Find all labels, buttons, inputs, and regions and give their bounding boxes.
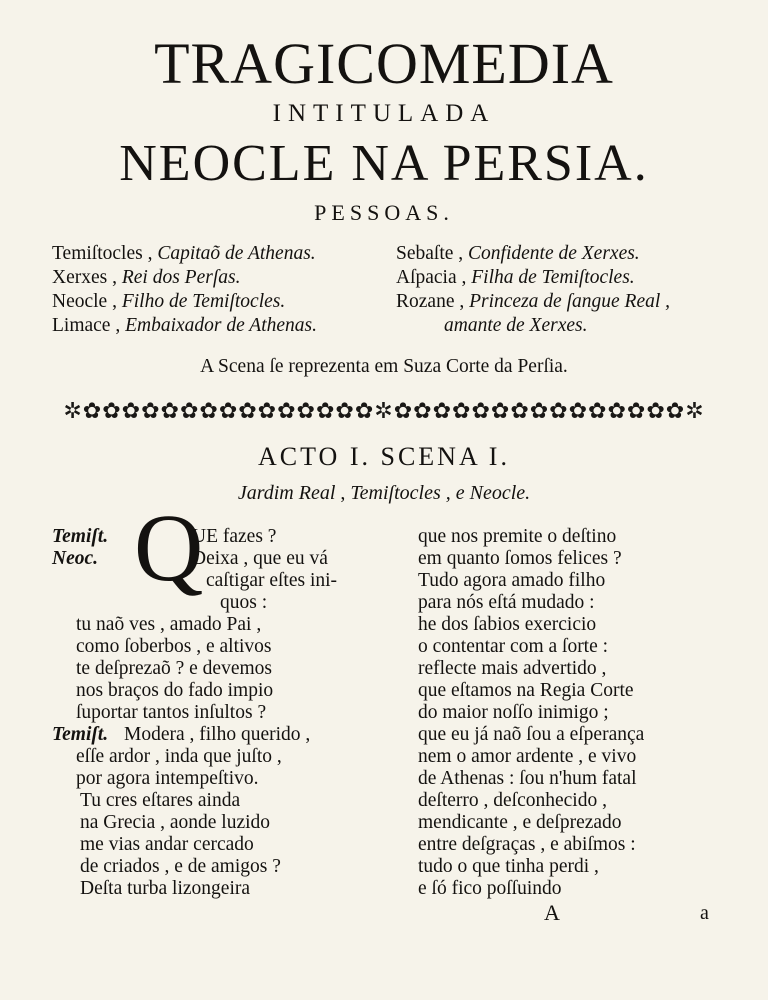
cast-name: Temiſtocles , xyxy=(52,243,153,264)
verse-line: em quanto ſomos felices ? xyxy=(418,548,622,569)
verse-line: quos : xyxy=(220,592,268,613)
verse-line: que eſtamos na Regia Corte xyxy=(418,680,634,701)
verse-line: Tu cres eſtares ainda xyxy=(80,790,241,811)
cast-name: Neocle , xyxy=(52,291,117,312)
verse-line: ſuportar tantos inſultos ? xyxy=(76,702,267,723)
verse-line: reflecte mais advertido , xyxy=(418,658,607,679)
scene-place: Jardim Real xyxy=(237,482,336,504)
cast-entry xyxy=(396,243,640,265)
verse-line: eſſe ardor , inda que juſto , xyxy=(76,746,282,767)
cast-role: Princeza de ſangue Real , xyxy=(469,291,671,312)
cast-role: Capitaõ de Athenas. xyxy=(157,243,316,264)
verse-line: Tudo agora amado filho xyxy=(418,570,606,591)
verse-line: deſterro , deſconhecido , xyxy=(418,790,607,811)
ornament-divider: ✲✿✿✿✿✿✿✿✿✿✿✿✿✿✿✿✲✿✿✿✿✿✿✿✿✿✿✿✿✿✿✿✲ xyxy=(63,398,705,423)
verse-line: que eu já naõ ſou a eſperança xyxy=(418,724,645,745)
verse-line: caſtigar eſtes ini- xyxy=(206,570,338,591)
verse-line: nem o amor ardente , e vivo xyxy=(418,746,637,767)
cast-role: amante de Xerxes. xyxy=(444,315,588,336)
verse-line: nos braços do fado impio xyxy=(76,680,274,701)
verse-line: e ſó fico poſſuindo xyxy=(418,878,562,899)
verse-line: como ſoberbos , e altivos xyxy=(76,636,272,657)
cast-name: Xerxes , xyxy=(52,267,117,288)
cast-entry xyxy=(444,315,588,337)
verse-line: Modera , filho querido , xyxy=(124,724,311,745)
cast-heading: PESSOAS. xyxy=(314,200,454,225)
scene-setting: Jardim Real , Temiſtocles , e Neocle. xyxy=(237,482,531,504)
speaker-label: Temiſt. xyxy=(52,526,109,547)
verse-line: tu naõ ves , amado Pai , xyxy=(76,614,262,635)
cast-name: Limace , xyxy=(52,315,121,336)
scene-characters: Temiſtocles , e Neocle. xyxy=(350,482,531,504)
cast-entry xyxy=(52,243,316,265)
verse-line: Deſta turba lizongeira xyxy=(80,878,251,899)
subtitle: INTITULADA xyxy=(272,100,496,127)
cast-role: Rei dos Perſas. xyxy=(121,267,241,288)
cast-role: Embaixador de Athenas. xyxy=(125,315,317,336)
verse-line: he dos ſabios exercicio xyxy=(418,614,597,635)
verse-line: te deſprezaõ ? e devemos xyxy=(76,658,272,679)
speaker-label: Temiſt. xyxy=(52,724,109,745)
cast-name: Aſpacia , xyxy=(396,267,467,288)
cast-role: Filha de Temiſtocles. xyxy=(471,267,635,288)
cast-entry xyxy=(52,291,285,313)
cast-entry xyxy=(396,291,670,313)
verse-line: o contentar com a ſorte : xyxy=(418,636,609,657)
verse-line: UE fazes ? xyxy=(192,526,277,547)
cast-entry xyxy=(396,267,635,289)
verse-line: tudo o que tinha perdi , xyxy=(418,856,599,877)
signature-mark: A xyxy=(544,900,560,925)
verse-line: de Athenas : ſou n'hum fatal xyxy=(418,768,637,789)
cast-name: Rozane , xyxy=(396,291,465,312)
verse-line: Deixa , que eu vá xyxy=(192,548,328,569)
cast-role: Confidente de Xerxes. xyxy=(468,243,640,264)
cast-role: Filho de Temiſtocles. xyxy=(121,291,286,312)
verse-line: que nos premite o deſtino xyxy=(418,526,617,547)
cast-name: Sebaſte , xyxy=(396,243,464,264)
page-title: TRAGICOMEDIA xyxy=(154,31,614,96)
verse-line: na Grecia , aonde luzido xyxy=(80,812,271,833)
setting-line: A Scena ſe reprezenta em Suza Corte da Perſia. xyxy=(200,356,568,377)
verse-line: de criados , e de amigos ? xyxy=(80,856,281,877)
speaker-label: Neoc. xyxy=(52,548,99,569)
verse-line: me vias andar cercado xyxy=(80,834,254,855)
drop-cap: Q xyxy=(134,494,204,601)
verse-line: do maior noſſo inimigo ; xyxy=(418,702,609,723)
verse-line: para nós eſtá mudado : xyxy=(418,592,595,613)
cast-entry xyxy=(52,267,240,289)
play-title: NEOCLE NA PERSIA. xyxy=(119,135,649,192)
verse-line: entre deſgraças , e abiſmos : xyxy=(418,834,636,855)
catchword: a xyxy=(700,902,709,924)
verse-line: mendicante , e deſprezado xyxy=(418,812,622,833)
cast-entry xyxy=(52,315,317,337)
act-title: ACTO I. SCENA I. xyxy=(258,442,510,471)
verse-line: por agora intempeſtivo. xyxy=(76,768,259,789)
